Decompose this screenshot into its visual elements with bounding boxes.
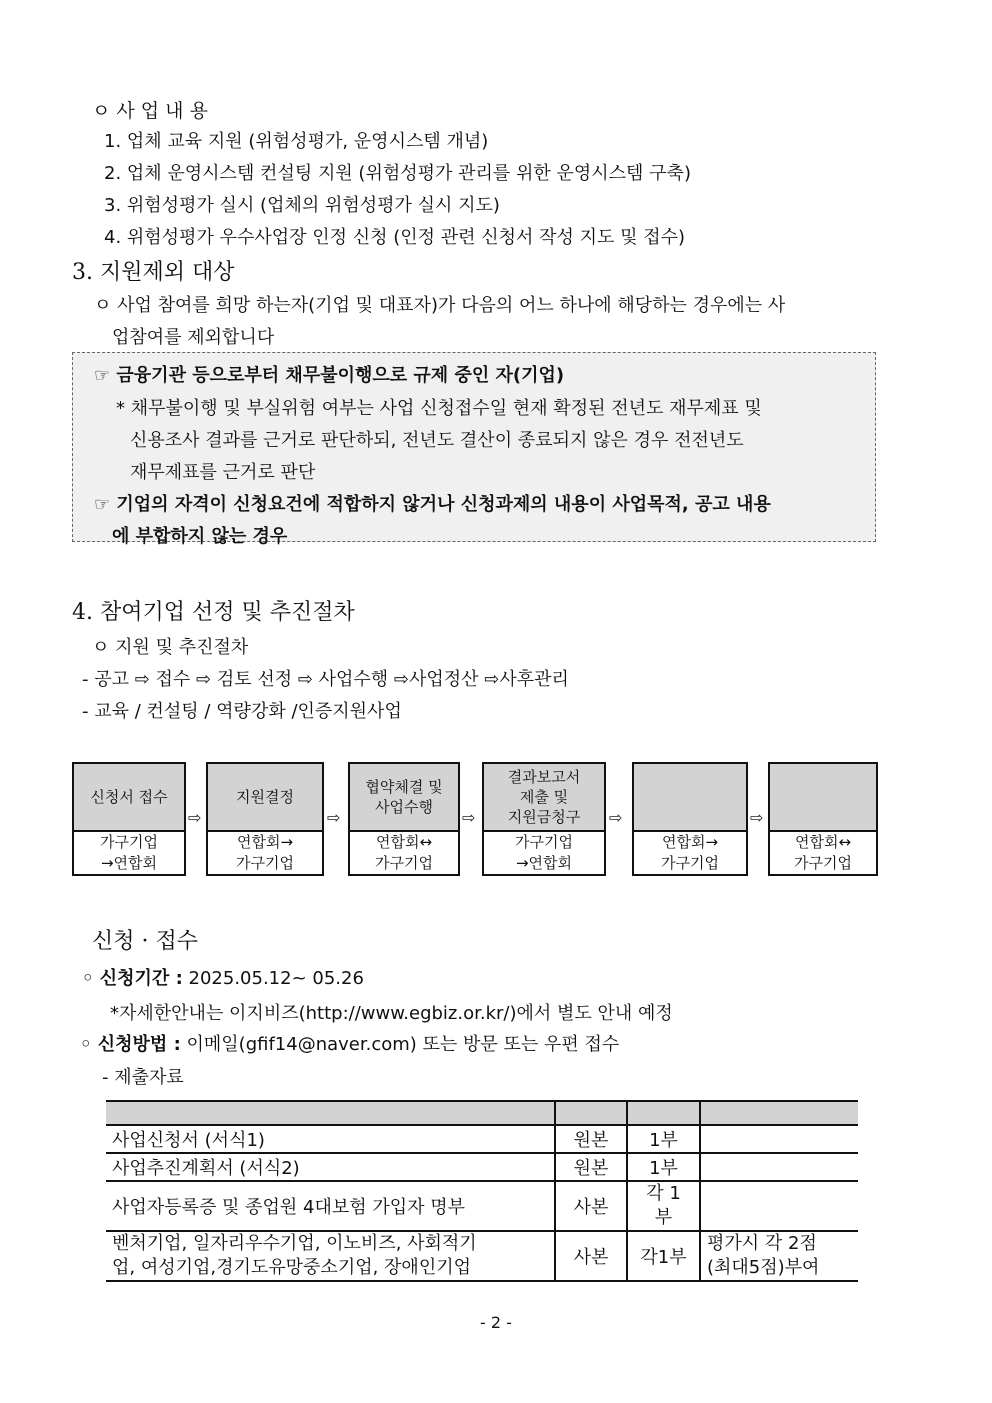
flow-step [768,762,878,876]
flow-step-title: 협약체결 및 사업수행 [350,764,458,832]
section3-intro-line2: 업참여를 제외합니다 [112,327,275,348]
exclusion-note-line2: 신용조사 결과를 근거로 판단하되, 전년도 결산이 종료되지 않은 경우 전전년도 [130,430,744,451]
exclusion-note-line1: * 채무불이행 및 부실위험 여부는 사업 신청접수일 현재 확정된 전년도 재무제표 및 [116,398,762,419]
doc-qty: 1부 [627,1153,700,1181]
doc-type: 사본 [555,1181,627,1231]
procedure-line: - 공고 ⇨ 접수 ⇨ 검토 선정 ⇨ 사업수행 ⇨사업정산 ⇨사후관리 [82,669,569,690]
doc-type: 사본 [555,1231,627,1281]
header-cell [555,1101,627,1125]
section3-intro-line1: ㅇ 사업 참여를 희망 하는자(기업 및 대표자)가 다음의 어느 하나에 해당하는 경우에는 사 [94,295,786,316]
apply-title: 신청 · 접수 [92,929,198,954]
flow-step-actor: 가구기업 →연합회 [515,833,573,872]
business-item-4: 4. 위험성평가 우수사업장 인정 신청 (인정 관련 신청서 작성 지도 및 접수) [104,227,686,248]
doc-note: 평가시 각 2점 (최대5점)부여 [700,1231,858,1281]
flow-step [72,762,186,876]
program-line: - 교육 / 컨설팅 / 역량강화 /인증지원사업 [82,701,402,722]
flow-arrow-icon: ⇨ [609,808,623,827]
header-cell [700,1101,858,1125]
flow-step-actor: 연합회↔ 가구기업 [794,833,852,872]
doc-type: 원본 [555,1153,627,1181]
doc-qty: 각 1 부 [627,1181,700,1231]
flow-arrow-icon: ⇨ [750,808,764,827]
apply-method [80,1030,619,1056]
doc-note [700,1153,858,1181]
business-heading: ㅇ 사 업 내 용 [92,100,208,122]
page-number: - 2 - [480,1313,512,1332]
business-item-2: 2. 업체 운영시스템 컨설팅 지원 (위험성평가 관리를 위한 운영시스템 구축) [104,163,691,184]
doc-type: 원본 [555,1125,627,1153]
flow-step-title: 신청서 접수 [74,764,184,832]
doc-qty: 1부 [627,1125,700,1153]
doc-name: 사업신청서 (서식1) [106,1125,555,1153]
section4-sub: ㅇ 지원 및 추진절차 [92,637,249,658]
doc-note [700,1181,858,1231]
exclusion-note-line3: 재무제표를 근거로 판단 [130,462,316,483]
flow-step-title [634,764,746,832]
flow-step [348,762,460,876]
doc-qty: 각1부 [627,1231,700,1281]
apply-method-value: 이메일(gfif14@naver.com) 또는 방문 또는 우편 접수 [180,1034,620,1055]
apply-period-label: ◦ 신청기간 : [82,968,183,989]
doc-name: 벤처기업, 일자리우수기업, 이노비즈, 사회적기 업, 여성기업,경기도유망중소기업, 장애인기업 [106,1231,555,1281]
flow-step [482,762,606,876]
flow-arrow-icon: ⇨ [188,808,202,827]
section3-title: 3. 지원제외 대상 [72,260,235,285]
table-row [106,1153,858,1181]
apply-period [82,964,364,990]
exclusion-item-1: ☞ 금융기관 등으로부터 채무불이행으로 규제 중인 자(기업) [94,365,565,386]
section4-title: 4. 참여기업 선정 및 추진절차 [72,600,355,625]
business-item-3: 3. 위험성평가 실시 (업체의 위험성평가 실시 지도) [104,195,500,216]
table-row [106,1231,858,1281]
exclusion-item-2-line2: 에 부합하지 않는 경우 [112,526,288,547]
flow-step-actor: 가구기업 →연합회 [100,833,158,872]
apply-period-value: 2025.05.12~ 05.26 [182,968,364,989]
flow-step-actor: 연합회→ 가구기업 [236,833,294,872]
table-row [106,1181,858,1231]
header-cell [106,1101,555,1125]
table-row [106,1125,858,1153]
header-cell [627,1101,700,1125]
flow-step-actor: 연합회→ 가구기업 [661,833,719,872]
exclusion-item-2-line1: ☞ 기업의 자격이 신청요건에 적합하지 않거나 신청과제의 내용이 사업목적, 공고 내용 [94,494,771,515]
flow-step-title: 지원결정 [208,764,322,832]
business-item-1: 1. 업체 교육 지원 (위험성평가, 운영시스템 개념) [104,131,489,152]
flow-step [632,762,748,876]
doc-note [700,1125,858,1153]
docs-label: - 제출자료 [102,1067,184,1088]
flow-step-actor: 연합회↔ 가구기업 [375,833,433,872]
apply-method-label: ◦ 신청방법 : [80,1034,181,1055]
documents-table [106,1100,858,1282]
doc-name: 사업추진계획서 (서식2) [106,1153,555,1181]
flow-arrow-icon: ⇨ [462,808,476,827]
table-header-row [106,1101,858,1125]
flow-step [206,762,324,876]
flow-step-title [770,764,876,832]
apply-period-note: *자세한안내는 이지비즈(http://www.egbiz.or.kr/)에서 별도 안내 예정 [110,1003,673,1024]
doc-name: 사업자등록증 및 종업원 4대보험 가입자 명부 [106,1181,555,1231]
flow-arrow-icon: ⇨ [327,808,341,827]
flow-step-title: 결과보고서 제출 및 지원금청구 [484,764,604,832]
